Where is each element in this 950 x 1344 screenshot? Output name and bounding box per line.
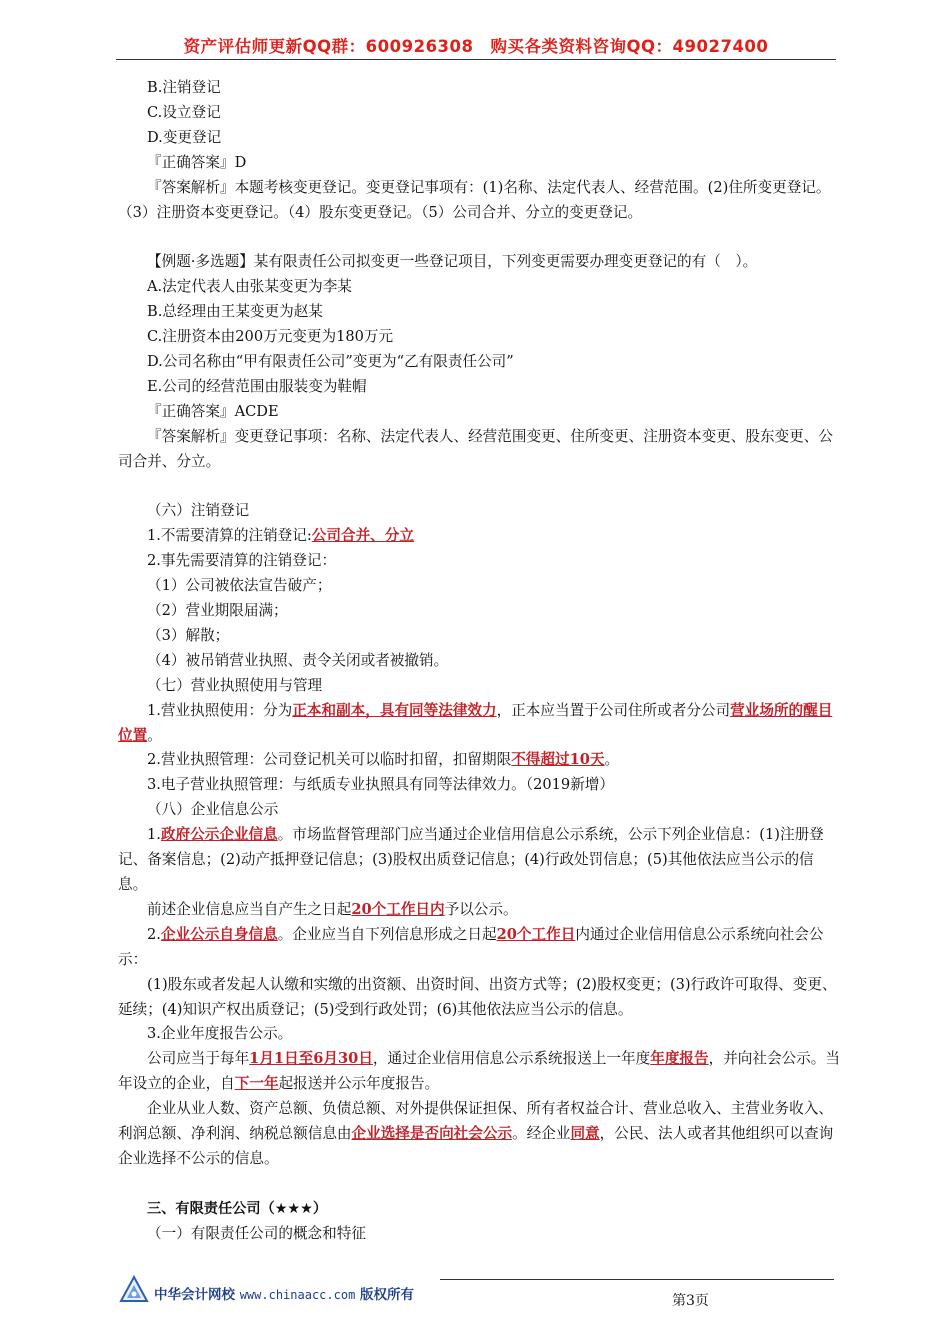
page-number: 第3页 [672, 1293, 709, 1309]
footer-divider [440, 1279, 834, 1280]
header-banner: 资产评估师更新QQ群：600926308 购买各类资料咨询QQ：49027400 [183, 37, 769, 56]
highlight: 20个工作日 [496, 925, 576, 943]
q2-option-b: B.总经理由王某变更为赵某 [147, 303, 323, 321]
footer-url-link[interactable]: www.chinaacc.com [239, 1288, 356, 1302]
q1-option-c: C.设立登记 [147, 103, 221, 121]
section-8-paragraph: 企业从业人数、资产总额、负债总额、对外提供保证担保、所有者权益合计、营业总收入、主营业务收入、利润总额、净利润、纳税总额信息由企业选择是否向社会公示。经企业同意，公民、法人或者其他组织可以查询企业选择不公示的信息。 [118, 1100, 834, 1167]
section-8-paragraph: (1)股东或者发起人认缴和实缴的出资额、出资时间、出资方式等；(2)股权变更；(3)行政许可取得、变更、延续；(4)知识产权出质登记；(5)受到行政处罚；(6)其他依法应当公示的信息。 [118, 975, 837, 1018]
section-6-title: （六）注销登记 [147, 502, 250, 520]
q2-analysis: 『答案解析』变更登记事项：名称、法定代表人、经营范围变更、住所变更、注册资本变更、股东变更、公司合并、分立。 [118, 427, 833, 470]
q2-option-d: D.公司名称由“甲有限责任公司”变更为“乙有限责任公司” [147, 352, 514, 370]
highlight: 营业场所的醒目位置 [118, 701, 833, 744]
q1-option-b: B.注销登记 [147, 79, 221, 96]
section-6-item-2: 2.事先需要清算的注销登记： [147, 552, 337, 570]
list-item: （4）被吊销营业执照、责令关闭或者被撤销。 [147, 651, 449, 669]
section-8-paragraph: 前述企业信息应当自产生之日起20个工作日内予以公示。 [147, 900, 518, 918]
highlight: 不得超过10天 [511, 751, 605, 769]
q2-stem: 【例题·多选题】某有限责任公司拟变更一些登记项目，下列变更需要办理变更登记的有（ ）。 [147, 253, 758, 271]
highlight: 1月1日至6月30日 [249, 1050, 373, 1068]
section-8-item-2: 2.企业公示自身信息。企业应当自下列信息形成之日起20个工作日内通过企业信用信息公示系统向社会公示： [118, 925, 824, 968]
section-7-item-2: 2.营业执照管理：公司登记机关可以临时扣留，扣留期限不得超过10天。 [147, 751, 620, 769]
spacer [118, 1172, 840, 1197]
section-8-title: （八）企业信息公示 [147, 801, 279, 819]
q2-option-c: C.注册资本由200万元变更为180万元 [147, 328, 394, 346]
q2-option-e: E.公司的经营范围由服装变为鞋帽 [147, 377, 367, 395]
section-8-item-3: 3.企业年度报告公示。 [147, 1025, 293, 1043]
header-divider [116, 59, 836, 60]
q1-analysis: 『答案解析』本题考核变更登记。变更登记事项有：(1)名称、法定代表人、经营范围。(2)住所变更登记。（3）注册资本变更登记。（4）股东变更登记。（5）公司合并、分立的变更登记。 [118, 178, 831, 221]
q2-answer: 『正确答案』ACDE [147, 402, 279, 420]
highlight: 正本和副本，具有同等法律效力 [292, 701, 497, 719]
q1-option-d: D.变更登记 [147, 128, 222, 146]
highlight: 20个工作日内 [351, 900, 445, 918]
footer-rights: 版权所有 [360, 1287, 414, 1303]
list-item: （3）解散； [147, 626, 230, 644]
spacer [118, 474, 840, 499]
section-6-item-1: 1.不需要清算的注销登记:公司合并、分立 [147, 527, 414, 545]
list-item: （2）营业期限届满； [147, 602, 288, 619]
q2-option-a: A.法定代表人由张某变更为李某 [147, 278, 352, 296]
footer-brand-name: 中华会计网校 [154, 1287, 235, 1303]
document-body [118, 76, 840, 1247]
highlight: 企业公示自身信息 [160, 925, 278, 943]
highlight: 下一年 [234, 1075, 279, 1093]
chinaacc-logo-icon [118, 1274, 150, 1306]
highlight: 政府公示企业信息 [160, 826, 278, 844]
section-7-item-1: 1.营业执照使用：分为正本和副本，具有同等法律效力，正本应当置于公司住所或者分公司营业场所的醒目位置。 [118, 701, 833, 744]
highlight: 同意 [570, 1125, 600, 1143]
spacer [118, 225, 840, 250]
highlight: 年度报告 [650, 1050, 709, 1068]
list-item: （1）公司被依法宣告破产； [147, 577, 332, 595]
q1-answer: 『正确答案』D [147, 153, 247, 171]
highlight: 企业选择是否向社会公示 [351, 1125, 513, 1143]
section-3-subtitle: （一）有限责任公司的概念和特征 [147, 1224, 366, 1242]
section-3-title: 三、有限责任公司（★★★） [147, 1200, 328, 1217]
section-8-paragraph: 公司应当于每年1月1日至6月30日，通过企业信用信息公示系统报送上一年度年度报告，并向社会公示。当年设立的企业，自下一年起报送并公示年度报告。 [118, 1050, 840, 1093]
section-7-item-3: 3.电子营业执照管理：与纸质专业执照具有同等法律效力。（2019新增） [147, 776, 614, 794]
highlight: 公司合并、分立 [311, 527, 414, 545]
section-7-title: （七）营业执照使用与管理 [147, 676, 323, 694]
footer-brand [154, 1283, 414, 1303]
section-8-item-1: 1.政府公示企业信息。市场监督管理部门应当通过企业信用信息公示系统，公示下列企业信息：(1)注册登记、备案信息；(2)动产抵押登记信息；(3)股权出质登记信息；(4)行政处罚信息；(5)其他依法应当公示的信息。 [118, 826, 824, 893]
